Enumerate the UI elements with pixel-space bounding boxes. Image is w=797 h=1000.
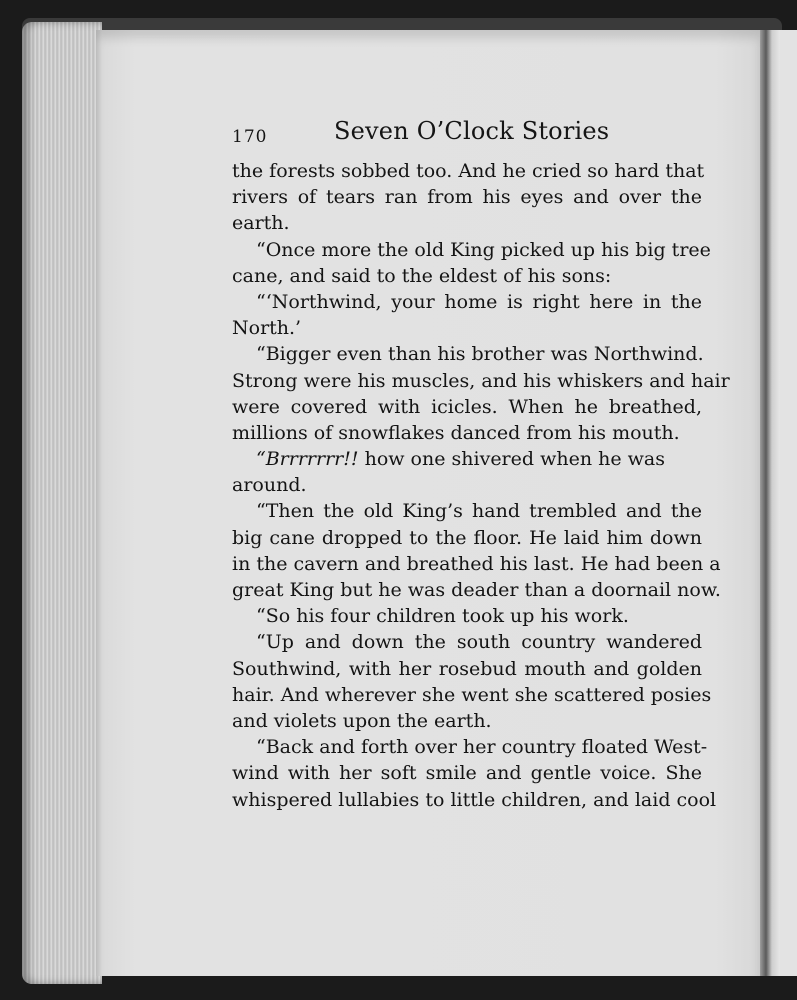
text-line: cane, and said to the eldest of his sons: [232,264,612,287]
text-line: millions of snowflakes danced from his mouth. [232,421,680,444]
text-line: Strong were his muscles, and his whiskers and hair [232,369,730,392]
text-line: “Bigger even than his brother was Northwind. [256,343,704,366]
running-title: Seven O’Clock Stories [334,117,610,145]
text-line: wind with her soft smile and gentle voice. She [232,762,702,785]
text-line: “Then the old King’s hand trembled and the [256,500,702,523]
text-line: around. [232,474,307,497]
text-line: great King but he was deader than a doornail now. [232,579,721,601]
text-line: earth. [232,212,290,235]
book-gutter [760,30,780,976]
text-line: North.’ [232,317,302,340]
page-stack-edge [22,22,102,984]
text-line: big cane dropped to the floor. He laid him down [232,526,702,549]
text-line: “So his four children took up his work. [256,605,629,628]
text-line: whispered lullabies to little children, and laid cool [232,788,717,811]
text-line: “Back and forth over her country floated West- [256,736,708,759]
exclamation-text: “Brrrrrrr!! [256,448,359,471]
text-line: Southwind, with her rosebud mouth and golden [232,657,702,680]
text-line: hair. And wherever she went she scattered posies [232,683,712,706]
text-line: and violets upon the earth. [232,709,492,732]
body-text [232,158,730,813]
text-line-continuation: how one shivered when he was [364,448,665,471]
text-line: “Once more the old King picked up his big tree [256,238,711,261]
text-line: were covered with icicles. When he breathed, [232,395,702,418]
page-header [232,117,702,153]
page-number: 170 [232,127,268,147]
text-line: the forests sobbed too. And he cried so hard that [232,160,705,182]
book-cover-edge [22,18,782,30]
text-line: “Up and down the south country wandered [256,631,702,654]
text-line: “‘Northwind, your home is right here in the [256,290,702,313]
facing-page-edge [780,30,797,976]
text-line: in the cavern and breathed his last. He had been a [232,552,721,575]
text-line [232,446,702,472]
text-line: rivers of tears ran from his eyes and over the [232,186,702,209]
